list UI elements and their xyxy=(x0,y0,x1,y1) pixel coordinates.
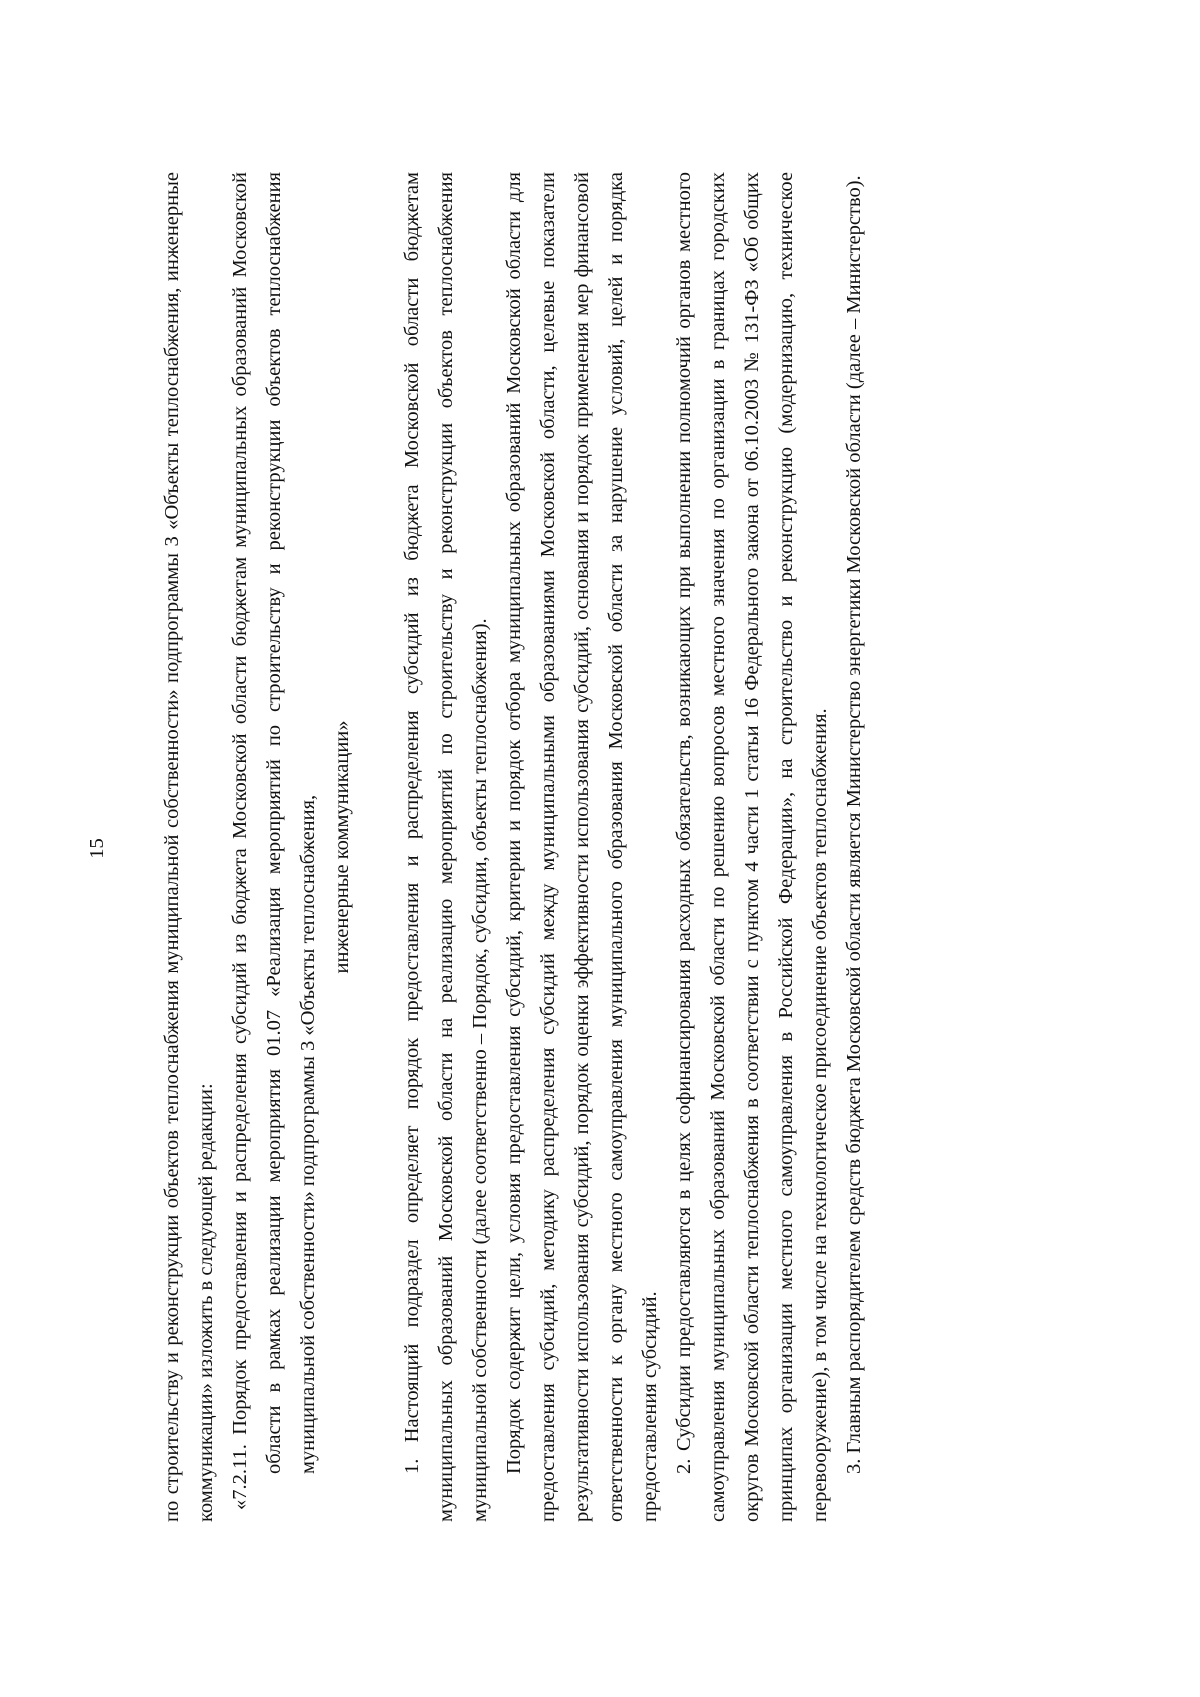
intro-paragraph: по строительству и реконструкции объектов теплоснабжения муниципальной собственности» подпрограммы 3 «Объекты теплоснабжения, инженерные коммуникации» изложить в следующей редакции: xyxy=(161,172,217,1522)
paragraph-4: 3. Главным распорядителем средств бюджета Московской области является Министерство энергетики Московской области (далее – Министерство). xyxy=(843,175,865,1474)
document-body xyxy=(155,172,871,1522)
spacer xyxy=(359,172,395,1522)
page-number: 15 xyxy=(86,838,108,859)
paragraph-2: Порядок содержит цели, условия предоставления субсидий, критерии и порядок отбора муниципальных образований Московской области для предоставления субсидий, методику распределения субсидий между муниципальными образованиями Московской области, целевые показатели результативности использования субсидий, порядок оценки эффективности использования субсидий, основания и порядок применения мер финансовой ответственности к органу местного самоуправления муниципального образования Московской области за нарушение условий, целей и порядка предоставления субсидий. xyxy=(503,172,661,1522)
paragraph-3: 2. Субсидии предоставляются в целях софинансирования расходных обязательств, возникающих при выполнении полномочий органов местного самоуправления муниципальных образований Московской области по решению вопросов местного значения по организации в границах городских округов Московской области теплоснабжения в соответствии с пунктом 4 части 1 статьи 16 Федерального закона от 06.10.2003 № 131-ФЗ «Об общих принципах организации местного самоуправления в Российской Федерации», на строительство и реконструкцию (модернизацию, техническое перевооружение), в том числе на технологическое присоединение объектов теплоснабжения. xyxy=(673,172,831,1522)
section-title-last-line: инженерные коммуникации» xyxy=(331,720,353,974)
section-title: «7.2.11. Порядок предоставления и распределения субсидий из бюджета Московской области бюджетам муниципальных образований Московской области в рамках реализации мероприятия 01.07 «Реализация мероприятий по строительству и реконструкции объектов теплоснабжения муниципальной собственности» подпрограммы 3 «Объекты теплоснабжения, xyxy=(229,172,319,1510)
paragraph-1: 1. Настоящий подраздел определяет порядок предоставления и распределения субсидий из бюджета Московской области бюджетам муниципальных образований Московской области на реализацию мероприятий по строительству и реконструкции объектов теплоснабжения муниципальной собственности (далее соответственно – Порядок, субсидии, объекты теплоснабжения). xyxy=(401,172,491,1522)
